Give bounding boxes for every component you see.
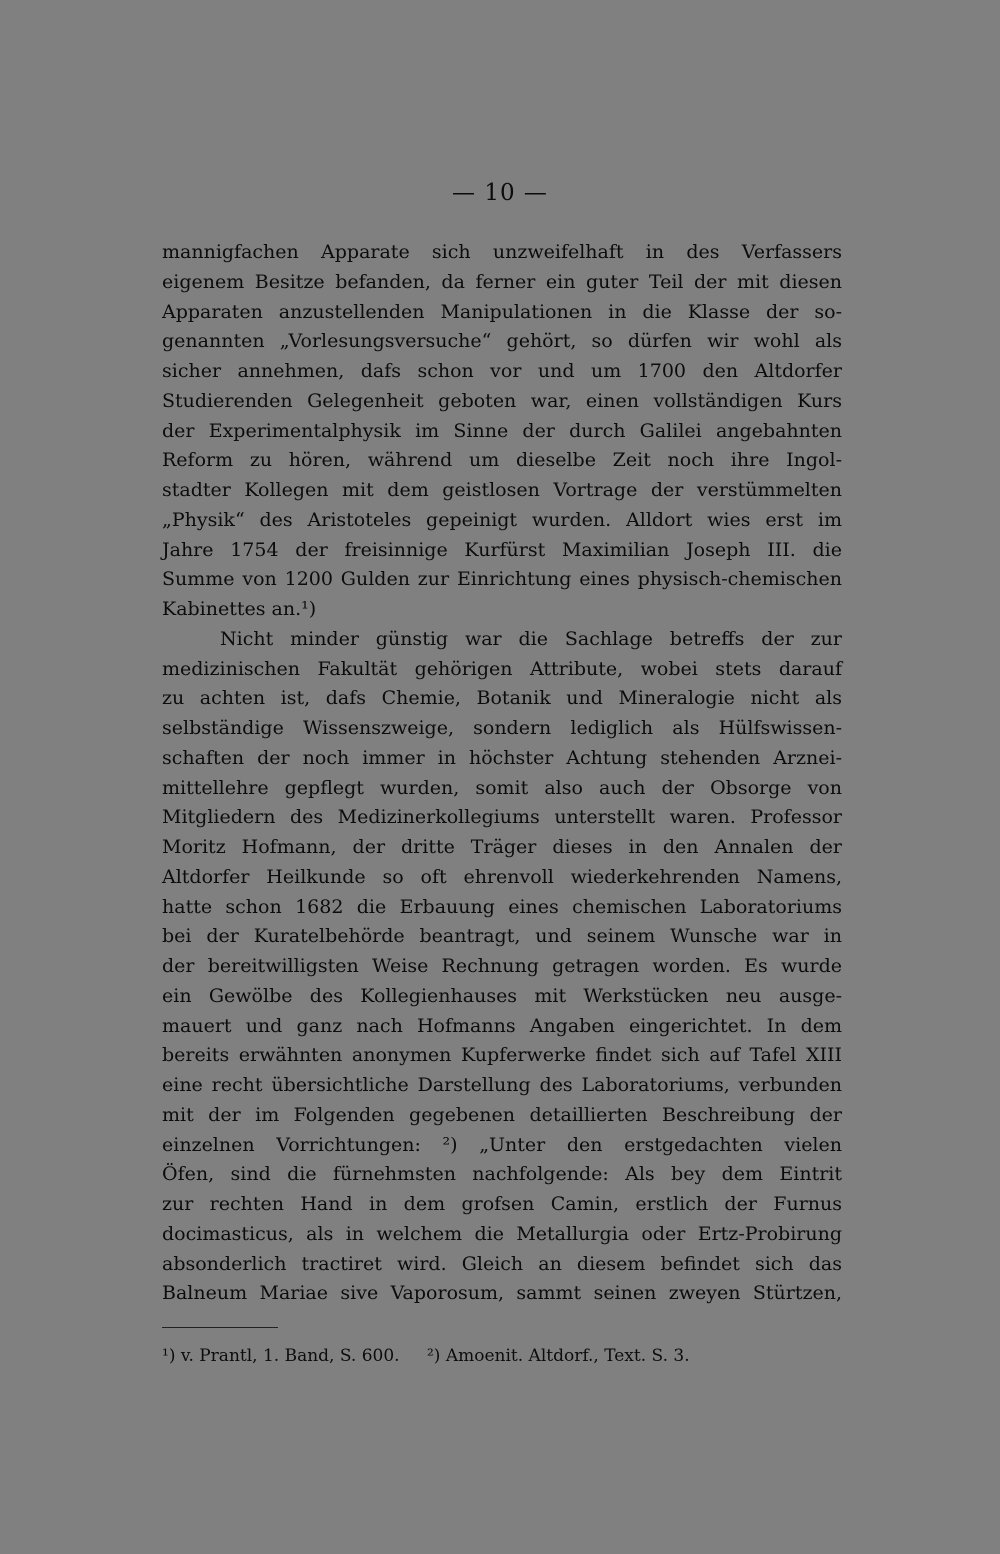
text-line: bei der Kuratelbehörde beantragt, und seinem Wunsche war in bbox=[162, 925, 842, 948]
text-line: Mitgliedern des Medizinerkollegiums unterstellt waren. Professor bbox=[162, 806, 842, 829]
text-line: stadter Kollegen mit dem geistlosen Vortrage der verstümmelten bbox=[162, 479, 842, 501]
text-line: genannten „Vorlesungsversuche“ gehört, so dürfen wir wohl als bbox=[162, 330, 842, 353]
paragraph-2 bbox=[162, 625, 842, 1309]
page-number: — 10 — bbox=[452, 180, 548, 206]
text-line: docimasticus, als in welchem die Metallurgia oder Ertz-Probirung bbox=[162, 1222, 842, 1245]
text-line: eine recht übersichtliche Darstellung des Laboratoriums, verbunden bbox=[162, 1074, 842, 1096]
text-line: Jahre 1754 der freisinnige Kurfürst Maximilian Joseph III. die bbox=[162, 538, 842, 561]
body-text bbox=[162, 238, 842, 1309]
text-line: mittellehre gepflegt wurden, somit also auch der Obsorge von bbox=[162, 776, 842, 799]
text-line: ein Gewölbe des Kollegienhauses mit Werkstücken neu ausge- bbox=[162, 984, 842, 1007]
text-line: Altdorfer Heilkunde so oft ehrenvoll wiederkehrenden Namens, bbox=[162, 865, 842, 888]
text-line: selbständige Wissenszweige, sondern lediglich als Hülfswissen- bbox=[162, 717, 842, 739]
text-line: der Experimentalphysik im Sinne der durch Galilei angebahnten bbox=[162, 419, 842, 442]
text-line: medizinischen Fakultät gehörigen Attribute, wobei stets darauf bbox=[162, 657, 842, 680]
paragraph-1 bbox=[162, 238, 842, 625]
text-line: eigenem Besitze befanden, da ferner ein guter Teil der mit diesen bbox=[162, 270, 842, 293]
text-line: hatte schon 1682 die Erbauung eines chemischen Laboratoriums bbox=[162, 895, 842, 918]
text-line: Öfen, sind die fürnehmsten nachfolgende: Als bey dem Eintrit bbox=[162, 1163, 842, 1186]
text-line: zu achten ist, dafs Chemie, Botanik und Mineralogie nicht als bbox=[162, 687, 842, 710]
footnote-2: ²) Amoenit. Altdorf., Text. S. 3. bbox=[426, 1346, 690, 1366]
text-line: einzelnen Vorrichtungen: ²) „Unter den erstgedachten vielen bbox=[162, 1133, 842, 1156]
text-line: Studierenden Gelegenheit geboten war, einen vollständigen Kurs bbox=[162, 389, 842, 412]
text-line: sicher annehmen, dafs schon vor und um 1700 den Altdorfer bbox=[162, 360, 842, 382]
text-line: bereits erwähnten anonymen Kupferwerke findet sich auf Tafel XIII bbox=[162, 1044, 842, 1067]
text-line: Moritz Hofmann, der dritte Träger dieses in den Annalen der bbox=[162, 836, 842, 858]
text-line: zur rechten Hand in dem grofsen Camin, erstlich der Furnus bbox=[162, 1193, 842, 1215]
text-line: „Physik“ des Aristoteles gepeinigt wurden. Alldort wies erst im bbox=[162, 508, 842, 531]
text-line: Balneum Mariae sive Vaporosum, sammt seinen zweyen Stürtzen, bbox=[162, 1282, 842, 1305]
text-line: schaften der noch immer in höchster Achtung stehenden Arznei- bbox=[162, 746, 842, 769]
text-line: Reform zu hören, während um dieselbe Zeit noch ihre Ingol- bbox=[162, 449, 842, 472]
footnote-divider bbox=[162, 1327, 278, 1328]
text-line: Summe von 1200 Gulden zur Einrichtung eines physisch-chemischen bbox=[162, 568, 842, 591]
text-line: mit der im Folgenden gegebenen detaillierten Beschreibung der bbox=[162, 1103, 842, 1126]
text-line: mannigfachen Apparate sich unzweifelhaft in des Verfassers bbox=[162, 241, 842, 263]
footnotes bbox=[162, 1343, 842, 1369]
text-line: der bereitwilligsten Weise Rechnung getragen worden. Es wurde bbox=[162, 955, 842, 977]
text-line: Apparaten anzustellenden Manipulationen in die Klasse der so- bbox=[162, 300, 842, 323]
text-line: absonderlich tractiret wird. Gleich an diesem befindet sich das bbox=[162, 1252, 842, 1275]
footnote-1: ¹) v. Prantl, 1. Band, S. 600. bbox=[162, 1346, 400, 1366]
text-line: Nicht minder günstig war die Sachlage betreffs der zur bbox=[220, 627, 842, 650]
text-line: Kabinettes an.¹) bbox=[162, 598, 317, 620]
text-line: mauert und ganz nach Hofmanns Angaben eingerichtet. In dem bbox=[162, 1014, 842, 1037]
